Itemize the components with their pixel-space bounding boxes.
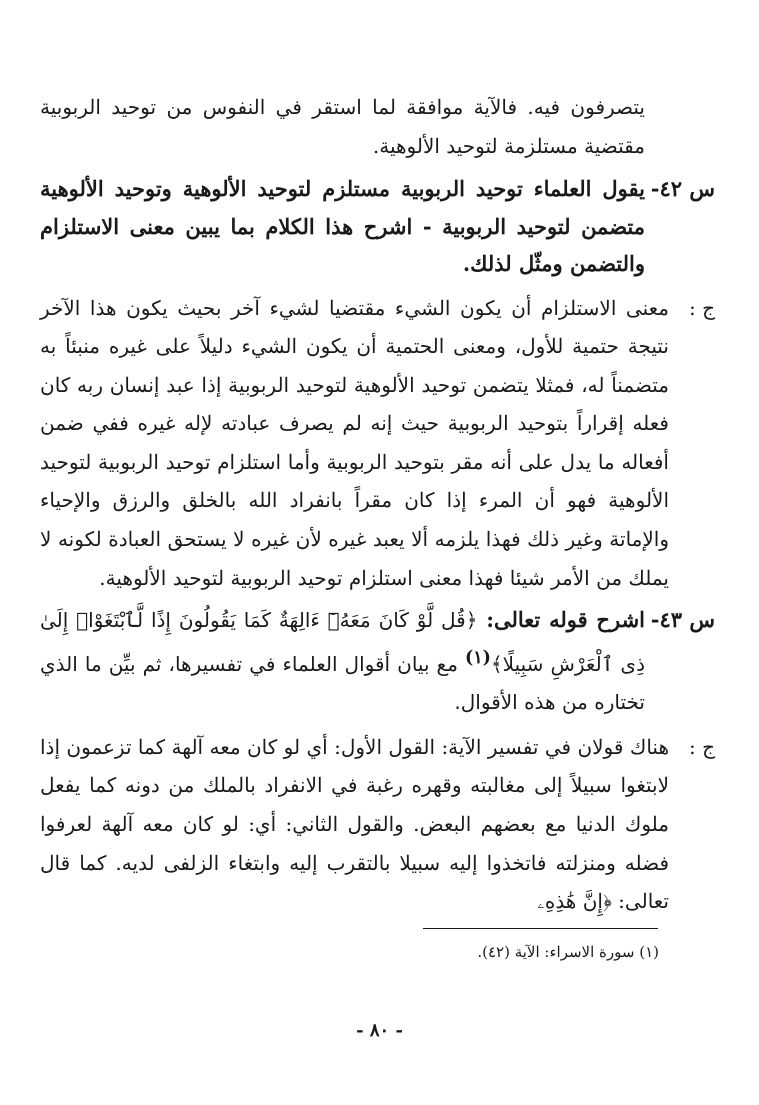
question-43-rest: مع بيان أقوال العلماء في تفسيرها، ثم بيِّن ما الذي تختاره من هذه الأقوال.	[40, 651, 645, 715]
question-42	[40, 170, 715, 283]
answer-42-label: ج :	[688, 295, 715, 320]
answer-42	[40, 289, 715, 598]
question-42-label: س ٤٢-	[650, 176, 715, 201]
page-number: - ٨٠ -	[356, 1020, 403, 1041]
question-43-body	[40, 601, 645, 722]
footnote-divider	[423, 928, 658, 929]
footnote-ref[interactable]: (١)	[464, 647, 491, 668]
answer-43	[40, 728, 715, 921]
question-43-lead: اشرح قوله تعالى:	[477, 607, 645, 633]
question-42-text: يقول العلماء توحيد الربوبية مستلزم لتوحيد الألوهية وتوحيد الألوهية متضمن لتوحيد الربوبية - اشرح هذا الكلام بما يبين معنى الاستلزام والتضمن ومثّل لذلك.	[40, 176, 645, 276]
answer-43-body	[40, 728, 669, 921]
intro-paragraph: يتصرفون فيه. فالآية موافقة لما استقر في النفوس من توحيد الربوبية مقتضية مستلزمة لتوحيد الألوهية.	[40, 95, 645, 158]
quran-verse-start: ﴿إِنَّ هَٰذِهِۦ	[537, 889, 612, 914]
page-body	[40, 88, 715, 921]
question-43-label: س ٤٣-	[650, 607, 715, 633]
answer-43-text: هناك قولان في تفسير الآية: القول الأول: أي لو كان معه آلهة كما تزعمون إذا لابتغوا سبيلاً إلى مغالبته وقهره رغبة في الانفراد بالملك من دونه كما يفعل ملوك الدنيا مع بعضهم البعض. والقول الثاني: أي: لو كان معه آلهة لعرفوا فضله ومنزلته فاتخذوا إليه سبيلا بالتقرب إليه وابتغاء الزلفى لديه. كما قال تعالى:	[40, 734, 669, 914]
question-43	[40, 601, 715, 722]
footnote: (١) سورة الاسراء: الآية (٤٢).	[477, 943, 659, 961]
answer-43-label: ج :	[688, 734, 715, 759]
quran-verse: ﴿قُل لَّوْ كَانَ مَعَهُۥٓ ءَالِهَةٌ كَمَا يَقُولُونَ إِذًا لَّٱبْتَغَوْا۟ إِلَىٰ ذِى ٱلْعَرْشِ سَبِيلًا﴾	[40, 608, 645, 676]
answer-42-text: معنى الاستلزام أن يكون الشيء مقتضيا لشيء آخر بحيث يكون هذا الآخر نتيجة حتمية للأول، ومعنى الحتمية أن يكون الشيء دليلاً على غيره منبئاً به متضمناً له، فمثلا يتضمن توحيد الألوهية لتوحيد الربوبية إذا عبد إنسان ربه كان فعله إقراراً بتوحيد الربوبية حيث إنه لم يصرف عبادته لإله غيره ففي ضمن أفعاله ما يدل على أنه مقر بتوحيد الربوبية وأما استلزام توحيد الربوبية لتوحيد الألوهية فهو أن المرء إذا كان مقراً بانفراد الله بالخلق والرزق والإحياء والإماتة وغير ذلك فهذا يلزمه ألا يعبد غيره لأن غيره لا يستحق العبادة لكونه لا يملك من الأمر شيئا فهذا معنى استلزام توحيد الربوبية لتوحيد الألوهية.	[40, 295, 669, 590]
